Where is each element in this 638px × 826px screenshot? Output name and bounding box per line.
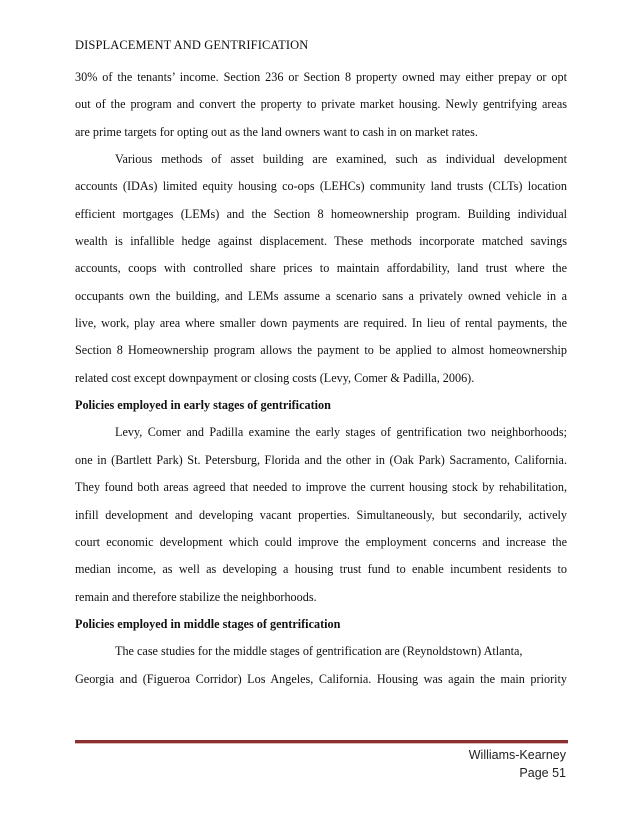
section-heading: Policies employed in middle stages of gentrification: [75, 616, 341, 631]
paragraph-line: The case studies for the middle stages of gentrification are (Reynoldstown) Atlanta,: [115, 644, 523, 659]
footer-author: Williams-Kearney: [468, 748, 566, 762]
paragraph-line: Section 8 Homeownership program allows the payment to be applied to almost homeownership: [75, 343, 567, 358]
paragraph-line: Various methods of asset building are examined, such as individual development: [115, 152, 567, 167]
paragraph-line: out of the program and convert the property to private market housing. Newly gentrifying areas: [75, 97, 567, 112]
paragraph-line: occupants own the building, and LEMs assume a scenario sans a privately owned vehicle in a: [75, 288, 567, 303]
paragraph-line: Levy, Comer and Padilla examine the early stages of gentrification two neighborhoods;: [115, 425, 567, 440]
paragraph-line: infill development and developing vacant properties. Simultaneously, but secondarily, actively: [75, 507, 567, 522]
paragraph-line: efficient mortgages (LEMs) and the Section 8 homeownership program. Building individual: [75, 206, 567, 221]
page-footer: [469, 746, 566, 782]
paragraph-line: remain and therefore stabilize the neighborhoods.: [75, 589, 317, 604]
paragraph-line: related cost except downpayment or closing costs (Levy, Comer & Padilla, 2006).: [75, 370, 475, 385]
paragraph-line: live, work, play area where smaller down payments are required. In lieu of rental payments, the: [75, 316, 567, 331]
body-text: [75, 64, 567, 693]
paragraph-line: accounts (IDAs) limited equity housing co-ops (LEHCs) community land trusts (CLTs) location: [75, 179, 567, 194]
paragraph-line: They found both areas agreed that needed to improve the current housing stock by rehabilitation,: [75, 480, 567, 495]
section-heading: Policies employed in early stages of gentrification: [75, 398, 331, 413]
paragraph-line: wealth is infallible hedge against displacement. These methods incorporate matched savings: [75, 234, 567, 249]
paragraph-line: Georgia and (Figueroa Corridor) Los Angeles, California. Housing was again the main priority: [75, 671, 567, 686]
footer-rule: [75, 740, 568, 744]
paragraph-line: accounts, coops with controlled share prices to maintain affordability, land trust where the: [75, 261, 567, 276]
running-head: DISPLACEMENT AND GENTRIFICATION: [75, 38, 309, 52]
paragraph-line: court economic development which could improve the employment concerns and increase the: [75, 534, 567, 549]
paragraph-line: are prime targets for opting out as the land owners want to cash in on market rates.: [75, 124, 478, 139]
paragraph-line: 30% of the tenants’ income. Section 236 or Section 8 property owned may either prepay or opt: [75, 70, 567, 84]
paragraph-line: one in (Bartlett Park) St. Petersburg, Florida and the other in (Oak Park) Sacramento, California.: [75, 452, 567, 467]
page-number: Page 51: [519, 766, 566, 780]
paragraph-line: median income, as well as developing a housing trust fund to enable incumbent residents to: [75, 562, 567, 577]
